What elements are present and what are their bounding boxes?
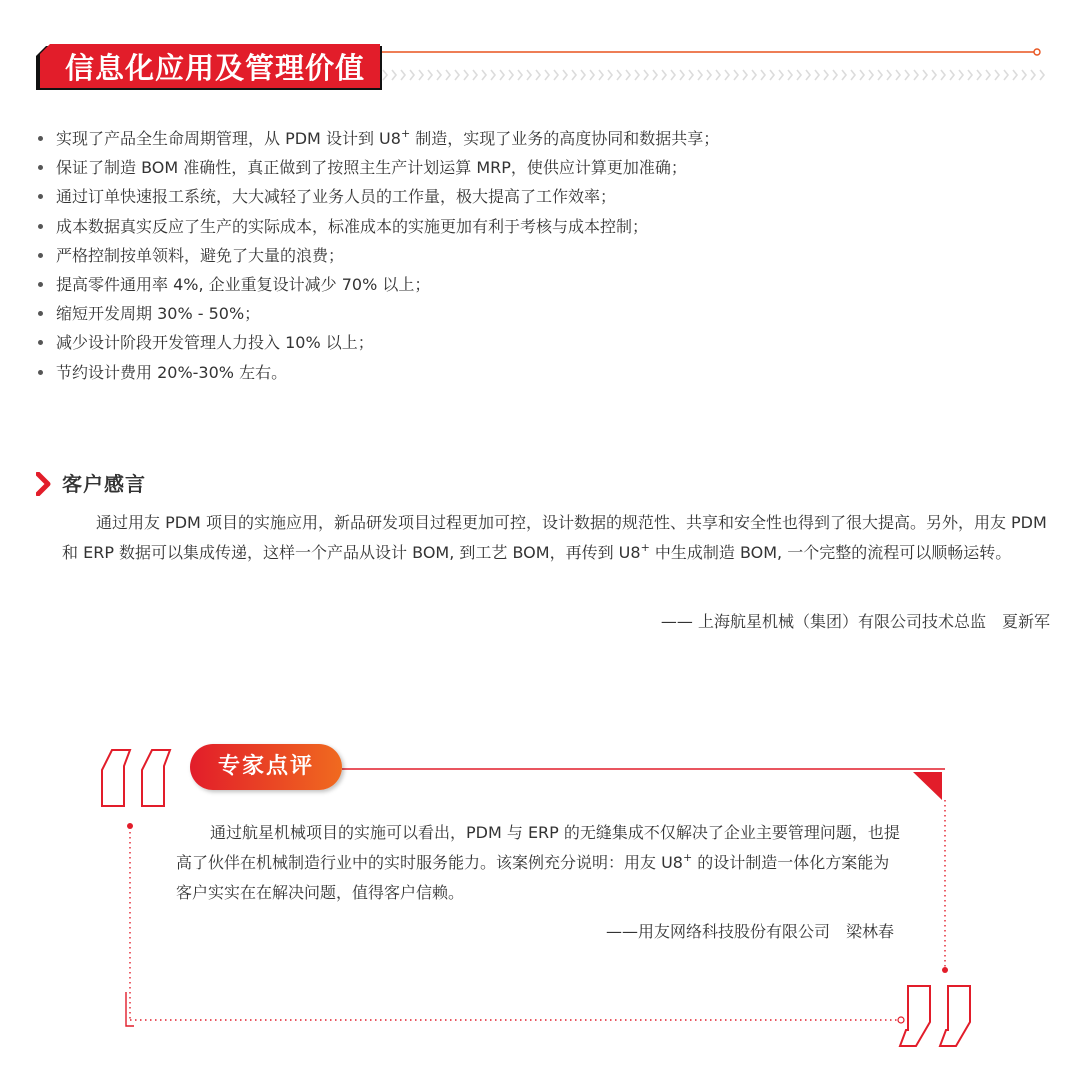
- bullet-dot-icon: [38, 224, 43, 229]
- bullet-dot-icon: [38, 311, 43, 316]
- bullet-dot-icon: [38, 282, 43, 287]
- chevron-right-icon: [36, 472, 56, 496]
- list-item: 减少设计阶段开发管理人力投入 10% 以上；: [38, 328, 1048, 357]
- bullet-dot-icon: [38, 253, 43, 258]
- expert-body: 通过航星机械项目的实施可以看出，PDM 与 ERP 的无缝集成不仅解决了企业主要管理问题，也提高了伙伴在机械制造行业中的实时服务能力。该案例充分说明：用友 U8+ 的设计制造一体化方案能为客户实实在在解决问题，值得客户信赖。: [176, 823, 900, 902]
- list-item: 成本数据真实反应了生产的实际成本，标准成本的实施更加有利于考核与成本控制；: [38, 212, 1048, 241]
- expert-attribution: ——用友网络科技股份有限公司 梁林春: [605, 922, 894, 941]
- bullet-dot-icon: [38, 340, 43, 345]
- list-item: 提高零件通用率 4%, 企业重复设计减少 70% 以上；: [38, 270, 1048, 299]
- testimonial-body: 通过用友 PDM 项目的实施应用，新品研发项目过程更加可控，设计数据的规范性、共享和安全性也得到了很大提高。另外，用友 PDM 和 ERP 数据可以集成传递，这样一个产品从设计 BOM, 到工艺 BOM，再传到 U8+ 中生成制造 BOM, 一个完整的流程可以顺畅运转。: [62, 513, 1047, 562]
- benefits-list: [38, 124, 1048, 387]
- testimonial-attribution: —— 上海航星机械（集团）有限公司技术总监 夏新军: [660, 612, 1050, 631]
- list-item: 缩短开发周期 30% - 50%；: [38, 299, 1048, 328]
- list-item: 严格控制按单领料，避免了大量的浪费；: [38, 241, 1048, 270]
- bullet-dot-icon: [38, 370, 43, 375]
- list-item: 节约设计费用 20%-30% 左右。: [38, 358, 1048, 387]
- list-item: 保证了制造 BOM 准确性，真正做到了按照主生产计划运算 MRP，使供应计算更加准确；: [38, 153, 1048, 182]
- bullet-dot-icon: [38, 136, 43, 141]
- bullet-dot-icon: [38, 165, 43, 170]
- list-item: 实现了产品全生命周期管理，从 PDM 设计到 U8+ 制造，实现了业务的高度协同和数据共享；: [38, 124, 1048, 153]
- expert-heading: 专家点评: [217, 754, 314, 779]
- open-quote-icon: [102, 750, 170, 806]
- bullet-dot-icon: [38, 194, 43, 199]
- close-quote-icon: [900, 986, 970, 1046]
- testimonial-heading: 客户感言: [62, 472, 146, 496]
- section-title: 信息化应用及管理价值: [64, 51, 365, 85]
- section-title-bar: [36, 44, 382, 92]
- header-hatch-pattern: [382, 66, 1048, 84]
- list-item: 通过订单快速报工系统，大大减轻了业务人员的工作量，极大提高了工作效率；: [38, 182, 1048, 211]
- header-divider-line: [382, 46, 1042, 58]
